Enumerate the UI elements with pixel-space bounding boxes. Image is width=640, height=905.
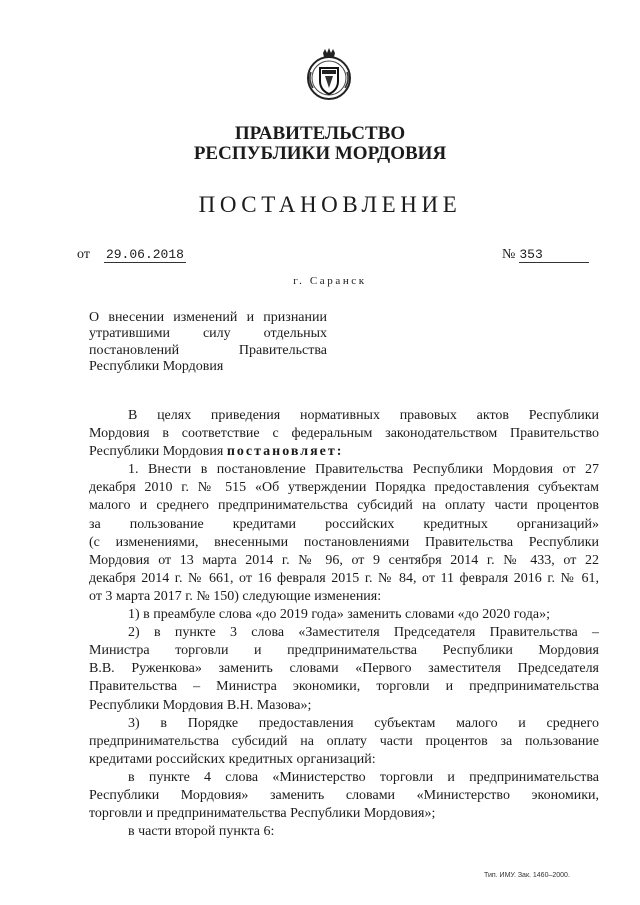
- decree-number: 353: [519, 247, 589, 263]
- body-line: от 3 марта 2017 г. № 150) следующие изменения:: [89, 588, 382, 604]
- date-row: [77, 247, 186, 263]
- subject-line: постановлений Правительства: [89, 342, 327, 358]
- body-line: 1) в преамбуле слова «до 2019 года» заменить словами «до 2020 года»;: [128, 607, 551, 623]
- body-line: в части второй пункта 6:: [128, 824, 275, 840]
- body-line: кредитами российских кредитных организаций:: [89, 751, 376, 767]
- government-title-line2: РЕСПУБЛИКИ МОРДОВИЯ: [193, 143, 447, 164]
- body-line: Республики Мордовия» заменить словами «Министерство экономики,: [89, 787, 599, 803]
- body-line: (с изменениями, внесенными постановлениями Правительства Республики: [89, 534, 599, 550]
- decree-date: 29.06.2018: [105, 247, 184, 262]
- decree-subject: [89, 310, 327, 375]
- body-line: в пункте 4 слова «Министерство торговли и предпринимательства: [128, 769, 599, 785]
- number-prefix: №: [502, 247, 516, 262]
- body-line: торговли и предпринимательства Республики Мордовия»;: [89, 806, 436, 822]
- date-prefix: от: [77, 247, 90, 262]
- decree-body: [89, 407, 599, 841]
- body-line: Правительства – Министра экономики, торговли и предпринимательства: [89, 679, 599, 695]
- body-line: Мордовия от 13 марта 2014 г. № 96, от 9 сентября 2014 г. № 433, от 22: [89, 552, 599, 568]
- postanovlyaet: постановляет:: [226, 444, 344, 460]
- body-line: В.В. Руженкова» заменить словами «Первого заместителя Председателя: [89, 661, 599, 677]
- coat-of-arms-emblem: [305, 48, 353, 104]
- body-line: 3) в Порядке предоставления субъектам малого и среднего: [128, 715, 599, 731]
- body-line: В целях приведения нормативных правовых актов Республики: [128, 408, 599, 423]
- government-title-line1: ПРАВИТЕЛЬСТВО: [234, 123, 406, 144]
- subject-line: утратившими силу отдельных: [89, 326, 327, 342]
- body-line: Министра торговли и предпринимательства Республики Мордовия: [89, 643, 599, 659]
- body-line: малого и среднего предпринимательства субсидий на оплату части процентов: [89, 498, 599, 514]
- print-footer: Тип. ИМУ. Зак. 1460–2000.: [484, 872, 570, 879]
- body-line: Республики Мордовия В.Н. Мазова»;: [89, 697, 312, 713]
- city: г. Саранск: [293, 275, 367, 287]
- body-line: декабря 2010 г. № 515 «Об утверждении Порядка предоставления субъектам: [89, 480, 599, 496]
- document-type: ПОСТАНОВЛЕНИЕ: [198, 192, 462, 217]
- number-row: [502, 247, 589, 263]
- subject-line: О внесении изменений и признании: [89, 310, 327, 325]
- body-line: Мордовия в соответствие с федеральным законодательством Правительство: [89, 426, 599, 442]
- subject-line: Республики Мордовия: [89, 358, 224, 374]
- body-line-decree: [89, 443, 599, 461]
- body-line: предпринимательства субсидий на оплату части процентов за пользование: [89, 733, 599, 749]
- intro-last: Республики Мордовия: [89, 444, 224, 460]
- body-line: за пользование кредитами российских кредитных организаций»: [89, 516, 599, 532]
- body-line: 1. Внести в постановление Правительства Республики Мордовия от 27: [128, 462, 599, 478]
- body-line: декабря 2014 г. № 661, от 16 февраля 2015 г. № 84, от 11 февраля 2016 г. № 61,: [89, 570, 599, 586]
- body-line: 2) в пункте 3 слова «Заместителя Председателя Правительства –: [128, 625, 599, 641]
